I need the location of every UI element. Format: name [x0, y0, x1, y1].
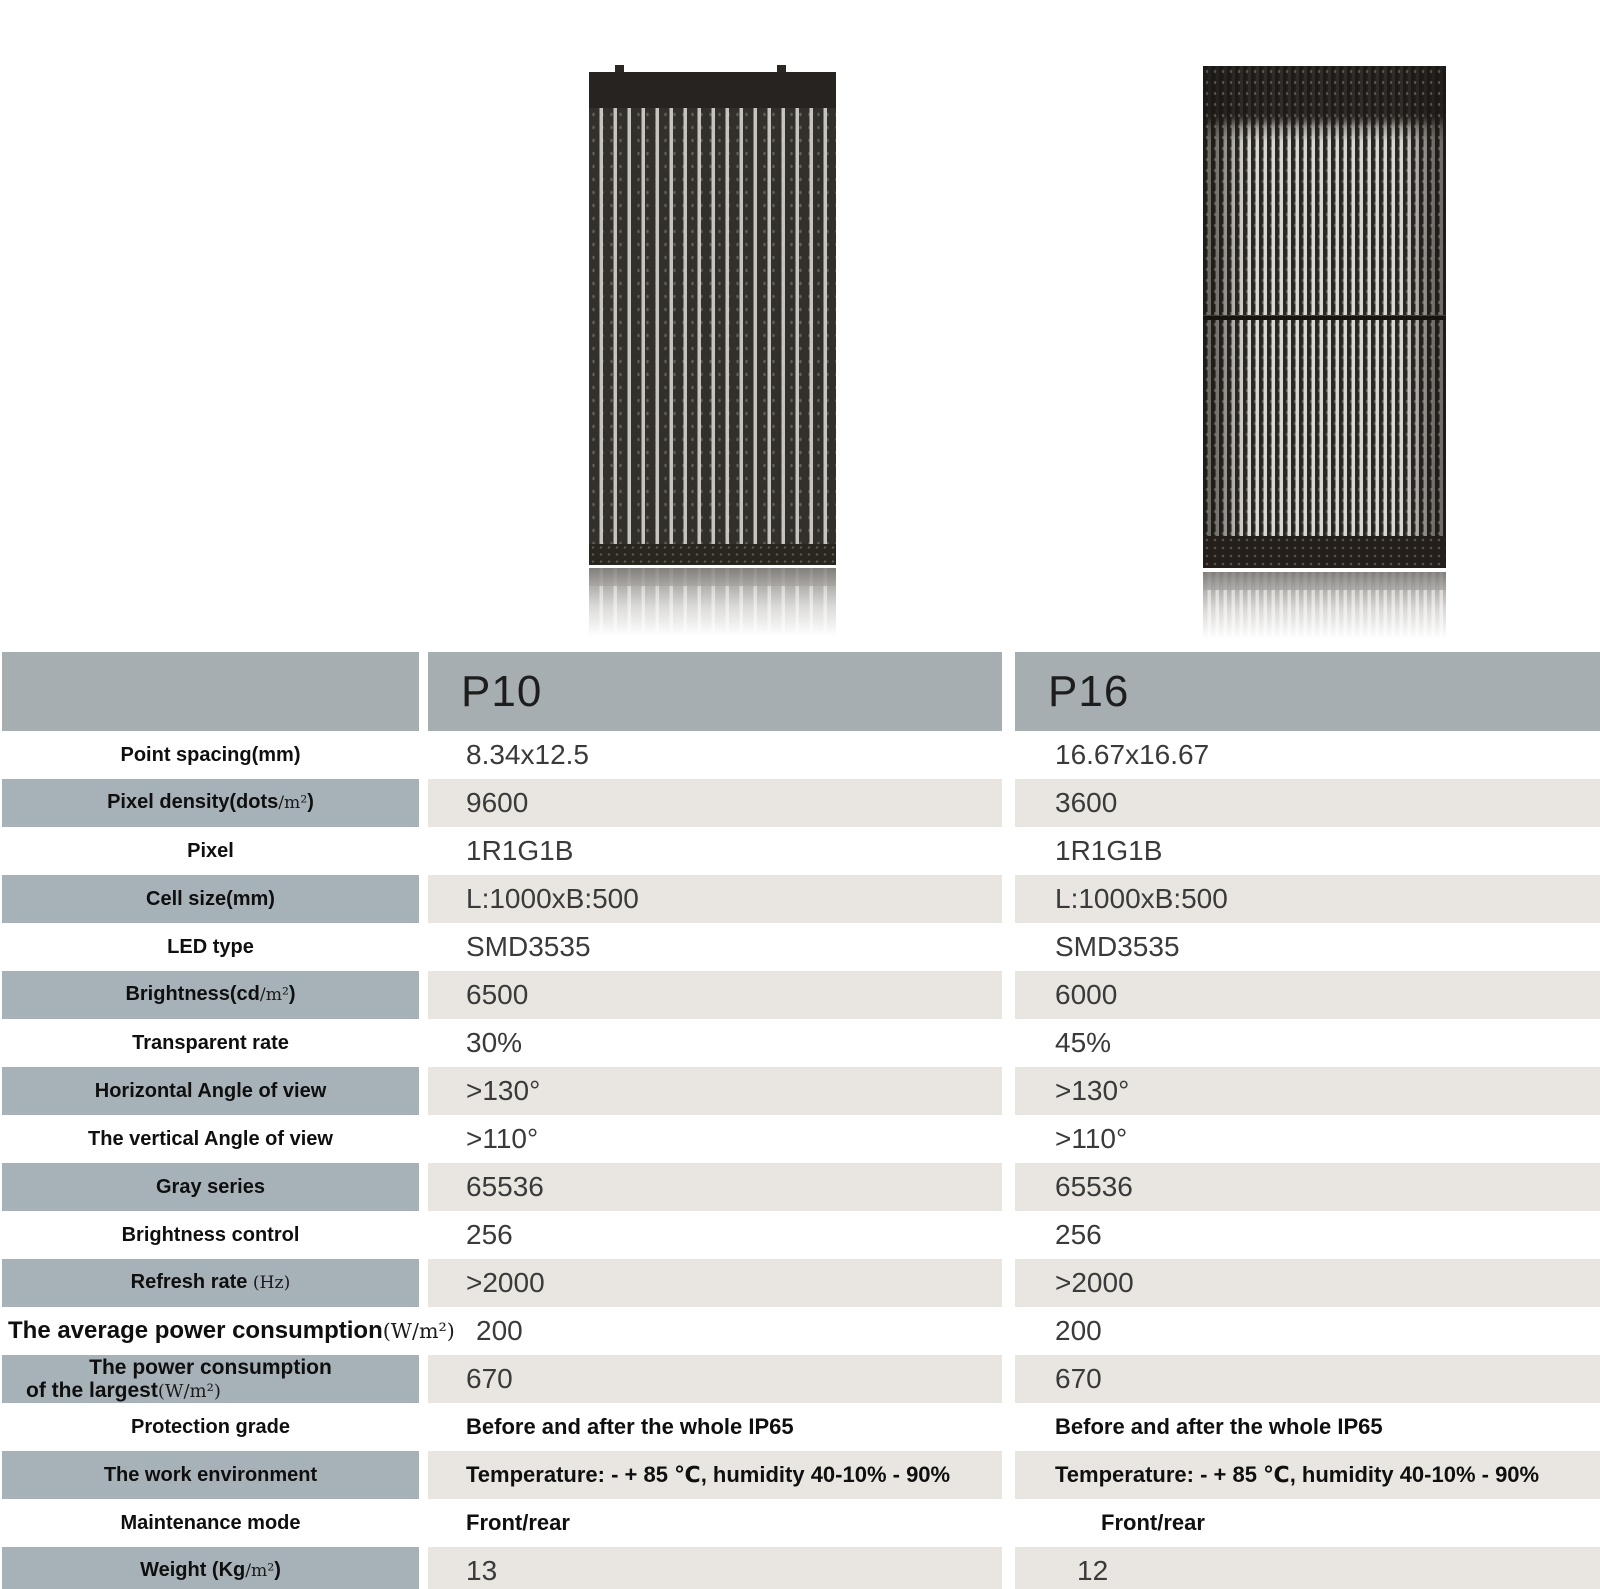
- table-row: [0, 1355, 1600, 1403]
- row-label: Pixel: [187, 839, 234, 862]
- p16-value: 670: [1015, 1355, 1600, 1403]
- row-label: The vertical Angle of view: [88, 1127, 333, 1150]
- p10-value: 13: [428, 1547, 1002, 1589]
- table-row: [0, 779, 1600, 827]
- p16-value: Temperature: - + 85 ℃, humidity 40-10% - 90%: [1015, 1451, 1600, 1499]
- p10-value: 670: [428, 1355, 1002, 1403]
- p10-value: >2000: [428, 1259, 1002, 1307]
- p16-value: 45%: [1055, 1027, 1112, 1058]
- p10-value: SMD3535: [466, 931, 591, 962]
- table-row: [0, 1499, 1600, 1547]
- p10-value: 30%: [466, 1027, 523, 1058]
- p10-value: L:1000xB:500: [428, 875, 1002, 923]
- p10-value: 256: [466, 1219, 513, 1250]
- row-label: Maintenance mode: [120, 1511, 301, 1534]
- p10-value: >130°: [428, 1067, 1002, 1115]
- led-strip-area: [589, 108, 836, 544]
- p10-value: 65536: [428, 1163, 1002, 1211]
- row-label: The work environment: [2, 1451, 419, 1499]
- table-row: [0, 1259, 1600, 1307]
- product-image-p10: [589, 72, 836, 565]
- p16-value: 1R1G1B: [1055, 835, 1163, 866]
- row-label: LED type: [167, 935, 254, 958]
- panel-bottom-frame: [589, 544, 836, 565]
- panel-seam: [1203, 315, 1446, 320]
- p16-value: 3600: [1015, 779, 1600, 827]
- row-label: Weight (Kg/m²): [2, 1547, 419, 1589]
- led-strip-area: [1203, 66, 1446, 536]
- p16-value: >2000: [1015, 1259, 1600, 1307]
- table-row: [0, 1115, 1600, 1163]
- spec-table: [0, 652, 1600, 1589]
- row-label: Protection grade: [131, 1415, 290, 1438]
- p16-value: 16.67x16.67: [1055, 739, 1210, 770]
- p16-value: SMD3535: [1055, 931, 1180, 962]
- p16-value: 12: [1015, 1547, 1600, 1589]
- p16-value: L:1000xB:500: [1015, 875, 1600, 923]
- table-row: [0, 923, 1600, 971]
- p16-value: 200: [1055, 1315, 1102, 1346]
- row-label: Transparent rate: [132, 1031, 289, 1054]
- p16-value: 6000: [1015, 971, 1600, 1019]
- row-label: The power consumption of the largest(W/m²): [2, 1355, 419, 1403]
- panel-top-frame: [589, 72, 836, 108]
- table-row: [0, 1211, 1600, 1259]
- row-label: Horizontal Angle of view: [2, 1067, 419, 1115]
- table-row: [0, 1403, 1600, 1451]
- table-row: [0, 827, 1600, 875]
- row-label: Refresh rate (Hz): [2, 1259, 419, 1307]
- table-row: [0, 1307, 1600, 1355]
- header-empty-cell: [2, 652, 419, 731]
- product-image-p16: [1203, 66, 1446, 568]
- p10-value: Temperature: - + 85 ℃, humidity 40-10% - 90%: [428, 1451, 1002, 1499]
- p16-value: Before and after the whole IP65: [1055, 1414, 1383, 1439]
- table-row: [0, 971, 1600, 1019]
- p10-value: 8.34x12.5: [466, 739, 589, 770]
- p10-value: >110°: [466, 1123, 539, 1154]
- p10-value: 6500: [428, 971, 1002, 1019]
- row-label: Brightness control: [121, 1223, 300, 1246]
- header-p10: P10: [428, 652, 1002, 731]
- p16-value: Front/rear: [1101, 1510, 1205, 1535]
- p10-value: Before and after the whole IP65: [466, 1414, 794, 1439]
- table-row: [0, 1019, 1600, 1067]
- table-row: [0, 1163, 1600, 1211]
- table-header-row: [0, 652, 1600, 731]
- p10-value: 9600: [428, 779, 1002, 827]
- product-reflection-p16: [1203, 572, 1446, 645]
- p10-value: 1R1G1B: [466, 835, 574, 866]
- row-label: Cell size(mm): [2, 875, 419, 923]
- table-row: [0, 1451, 1600, 1499]
- table-row: [0, 1067, 1600, 1115]
- p10-value: 200: [476, 1315, 523, 1346]
- p16-value: 65536: [1015, 1163, 1600, 1211]
- p10-value: Front/rear: [466, 1510, 570, 1535]
- product-reflection-p10: [589, 568, 836, 642]
- table-row: [0, 1547, 1600, 1589]
- table-row: [0, 731, 1600, 779]
- row-label: Gray series: [2, 1163, 419, 1211]
- p16-value: >110°: [1055, 1123, 1128, 1154]
- header-p16: P16: [1015, 652, 1600, 731]
- row-label: Brightness(cd/m²): [2, 971, 419, 1019]
- row-label: The average power consumption(W/m²): [8, 1317, 455, 1344]
- spec-rows: [0, 731, 1600, 1589]
- table-row: [0, 875, 1600, 923]
- p16-value: >130°: [1015, 1067, 1600, 1115]
- panel-bottom-frame: [1203, 536, 1446, 568]
- row-label: Pixel density(dots/m²): [2, 779, 419, 827]
- p16-value: 256: [1055, 1219, 1102, 1250]
- row-label: Point spacing(mm): [120, 743, 301, 766]
